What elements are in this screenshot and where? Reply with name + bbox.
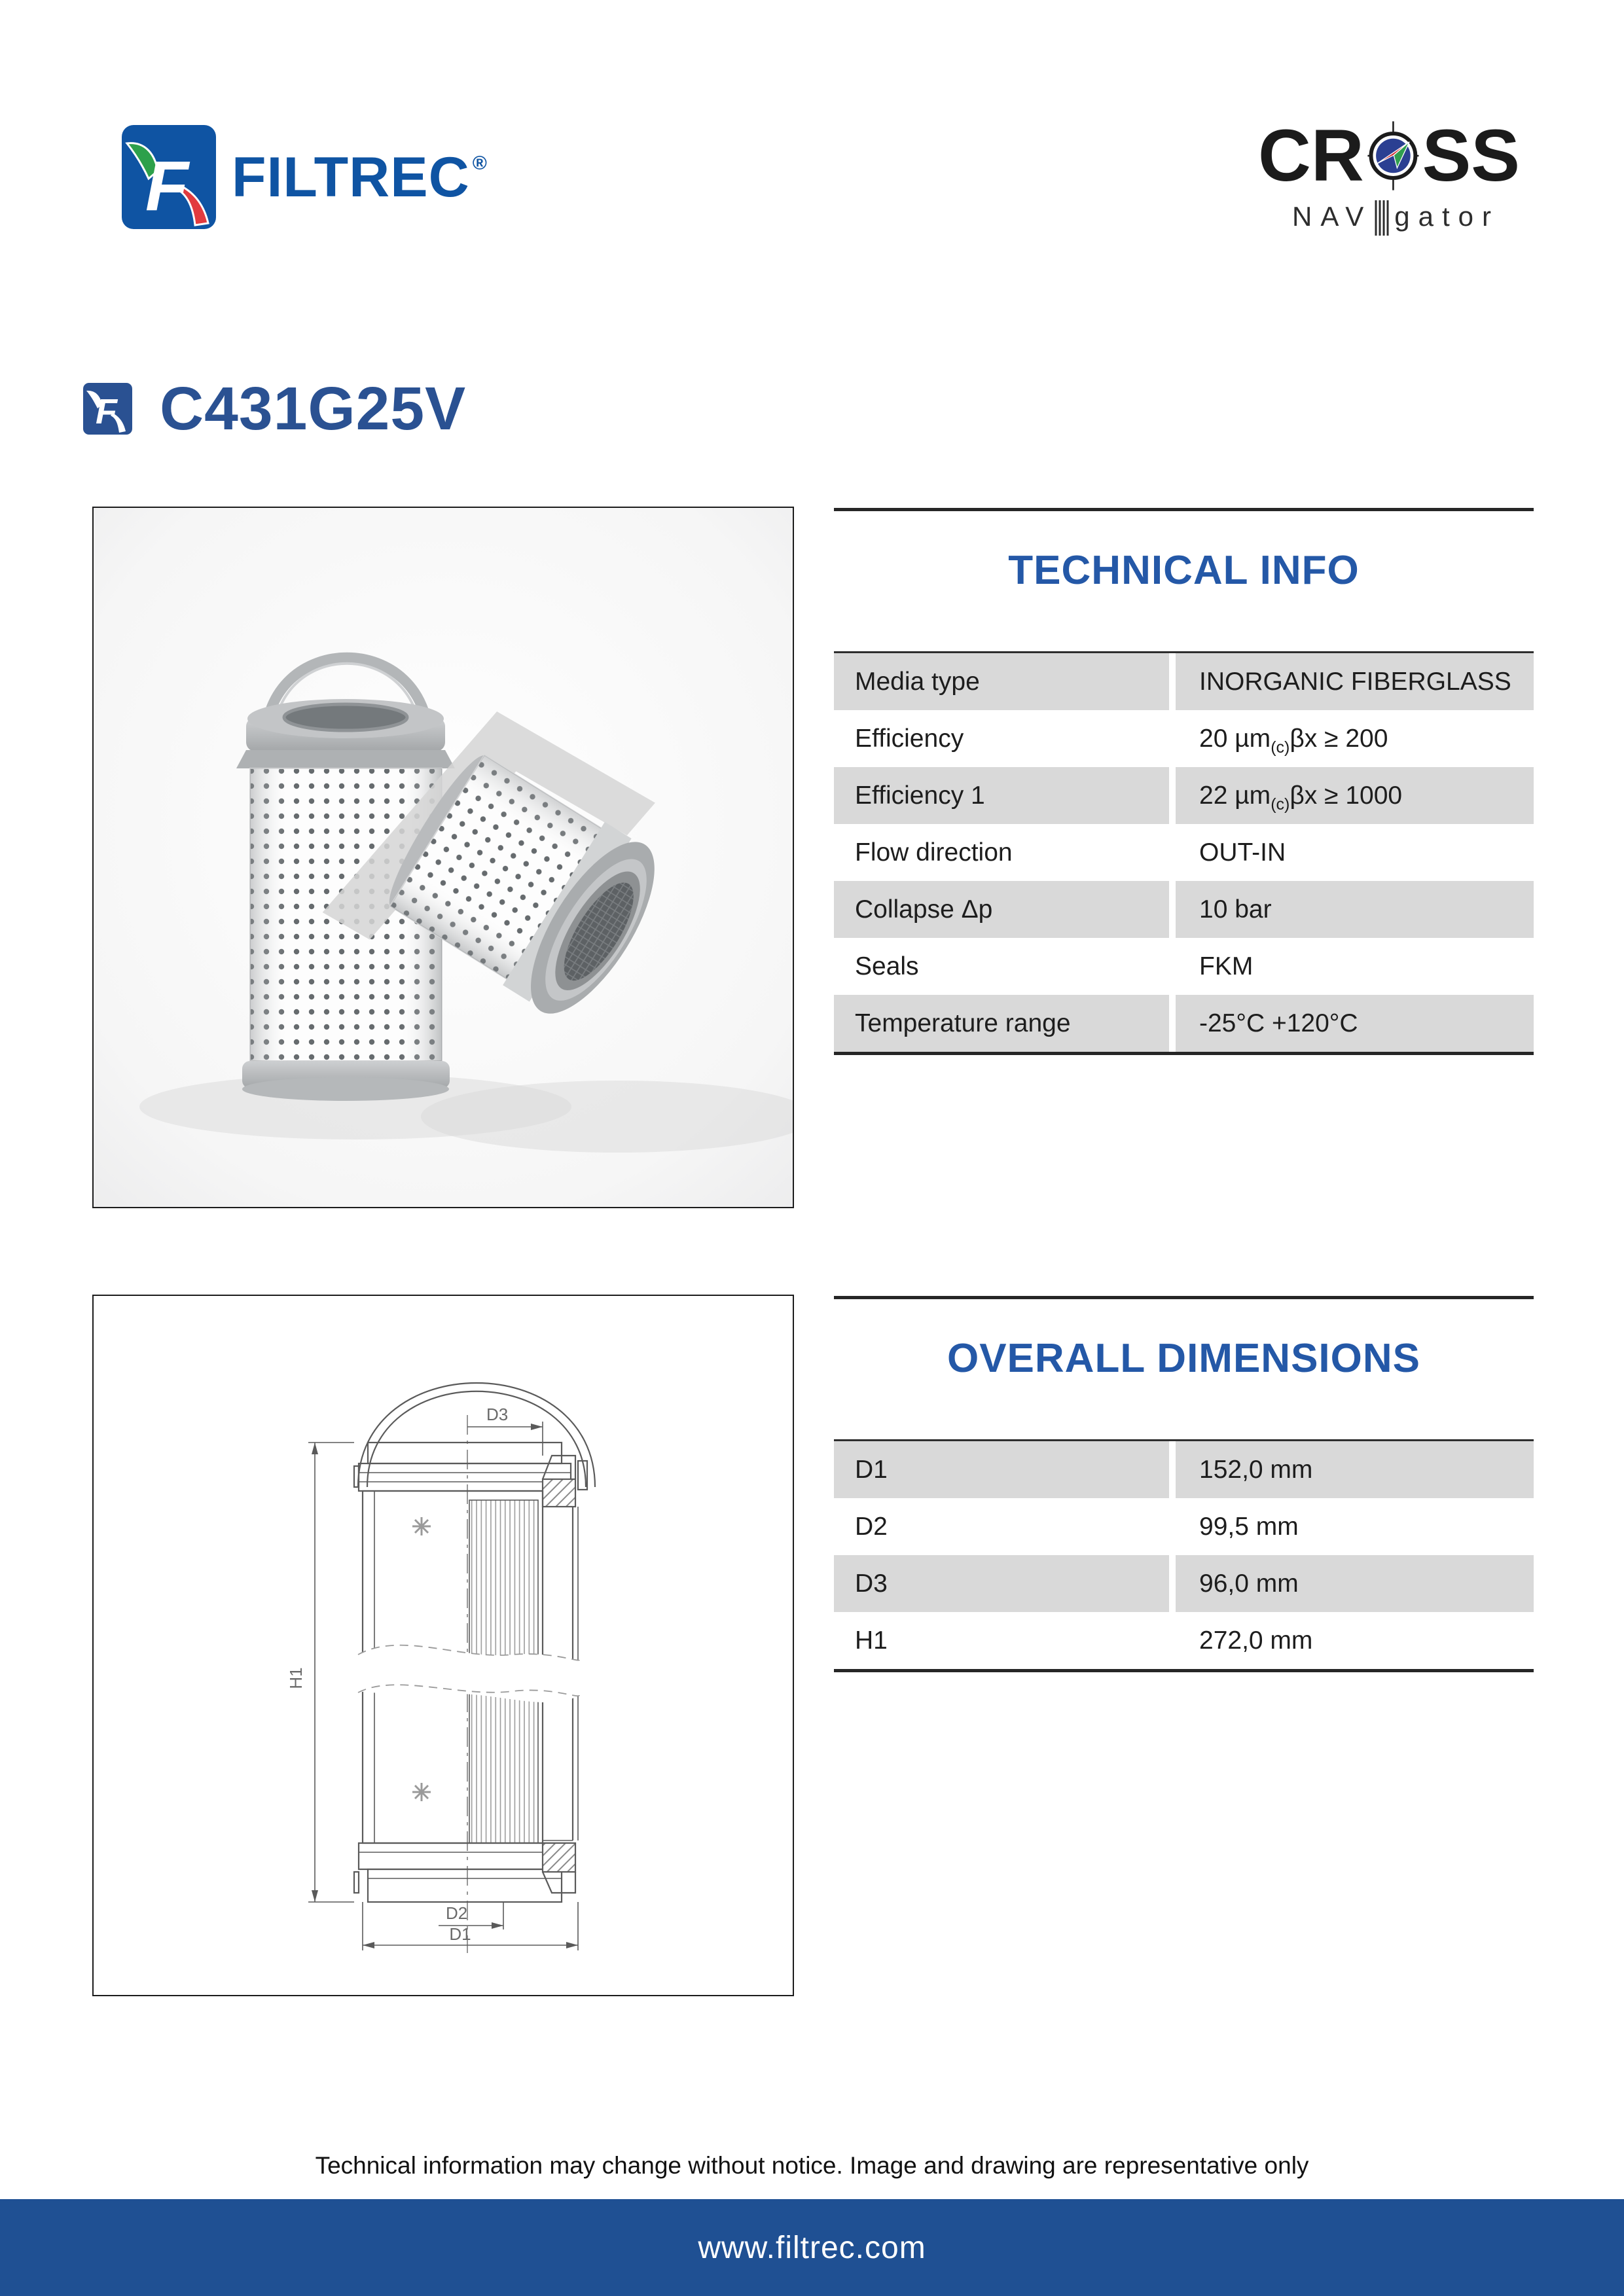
drawing-label-d3: D3 xyxy=(486,1405,509,1424)
technical-drawing xyxy=(94,1296,793,1995)
spec-value xyxy=(1176,653,1534,710)
spec-value xyxy=(1176,710,1534,767)
pillar-icon xyxy=(1373,199,1390,237)
spec-value-tail: βx ≥ 1000 xyxy=(1290,781,1403,810)
technical-info-table xyxy=(834,651,1534,1055)
spec-value-text: -25°C +120°C xyxy=(1199,1009,1358,1037)
drawing-label-d1: D1 xyxy=(449,1924,471,1944)
cross-wordmark xyxy=(1258,117,1520,195)
drawing-label-d2: D2 xyxy=(446,1903,468,1923)
spec-value-subscript: (c) xyxy=(1271,795,1290,814)
overall-dimensions-section xyxy=(834,1296,1534,1672)
spec-value-text: FKM xyxy=(1199,952,1254,980)
dimension-label: D3 xyxy=(834,1555,1169,1612)
spec-value xyxy=(1176,881,1534,938)
spec-label: Efficiency xyxy=(834,710,1169,767)
spec-value-text: OUT-IN xyxy=(1199,838,1286,867)
spec-label: Collapse Δp xyxy=(834,881,1169,938)
spec-label: Temperature range xyxy=(834,995,1169,1052)
table-row xyxy=(834,1441,1534,1498)
table-row xyxy=(834,995,1534,1052)
product-brand-icon xyxy=(83,383,132,435)
spec-value xyxy=(1176,938,1534,995)
dimension-label: D1 xyxy=(834,1441,1169,1498)
spec-label: Efficiency 1 xyxy=(834,767,1169,824)
filtrec-word: FILTREC xyxy=(232,145,470,209)
spec-value-subscript: (c) xyxy=(1271,738,1290,757)
page-title: C431G25V xyxy=(160,374,467,442)
dimension-value: 272,0 mm xyxy=(1176,1612,1534,1669)
table-row xyxy=(834,1555,1534,1612)
filtrec-logo xyxy=(122,125,487,229)
compass-icon xyxy=(1365,117,1421,195)
product-photo xyxy=(94,508,793,1207)
cross-word-left: CR xyxy=(1258,115,1364,196)
product-title-row xyxy=(83,374,467,442)
overall-dimensions-table xyxy=(834,1439,1534,1672)
dimension-value: 152,0 mm xyxy=(1176,1441,1534,1498)
navigator-wordmark xyxy=(1258,199,1520,230)
technical-info-title: TECHNICAL INFO xyxy=(1008,548,1360,593)
dimension-label: D2 xyxy=(834,1498,1169,1555)
table-row xyxy=(834,824,1534,881)
footer-bar xyxy=(0,2199,1624,2296)
table-row xyxy=(834,881,1534,938)
drawing-label-h1: H1 xyxy=(286,1667,306,1689)
navigator-left: NAV xyxy=(1292,201,1373,232)
spec-value-tail: βx ≥ 200 xyxy=(1290,724,1388,753)
table-row xyxy=(834,653,1534,710)
spec-label: Flow direction xyxy=(834,824,1169,881)
table-row xyxy=(834,1498,1534,1555)
technical-drawing-box xyxy=(92,1295,794,1996)
spec-label: Seals xyxy=(834,938,1169,995)
technical-info-section xyxy=(834,508,1534,1055)
cross-navigator-logo xyxy=(1258,117,1520,230)
dimension-value: 99,5 mm xyxy=(1176,1498,1534,1555)
spec-value xyxy=(1176,767,1534,824)
website-url: www.filtrec.com xyxy=(698,2230,926,2265)
spec-value xyxy=(1176,824,1534,881)
spec-value xyxy=(1176,995,1534,1052)
table-row xyxy=(834,710,1534,767)
table-row xyxy=(834,767,1534,824)
svg-text:F: F xyxy=(96,392,117,431)
registered-mark: ® xyxy=(472,152,487,175)
filtrec-wordmark xyxy=(232,145,487,209)
cross-word-right: SS xyxy=(1422,115,1520,196)
table-row xyxy=(834,1612,1534,1669)
spec-label: Media type xyxy=(834,653,1169,710)
spec-value-text: INORGANIC FIBERGLASS xyxy=(1199,667,1511,696)
spec-value-text: 20 µm xyxy=(1199,724,1271,753)
spec-value-text: 22 µm xyxy=(1199,781,1271,810)
svg-text:F: F xyxy=(145,146,189,225)
navigator-right: gator xyxy=(1394,201,1500,232)
table-row xyxy=(834,938,1534,995)
disclaimer-text: Technical information may change without notice. Image and drawing are representative only xyxy=(315,2152,1309,2179)
filtrec-logo-icon xyxy=(122,125,216,229)
dimension-label: H1 xyxy=(834,1612,1169,1669)
product-photo-box xyxy=(92,507,794,1208)
spec-value-text: 10 bar xyxy=(1199,895,1272,924)
dimension-value: 96,0 mm xyxy=(1176,1555,1534,1612)
overall-dimensions-title: OVERALL DIMENSIONS xyxy=(947,1336,1421,1381)
